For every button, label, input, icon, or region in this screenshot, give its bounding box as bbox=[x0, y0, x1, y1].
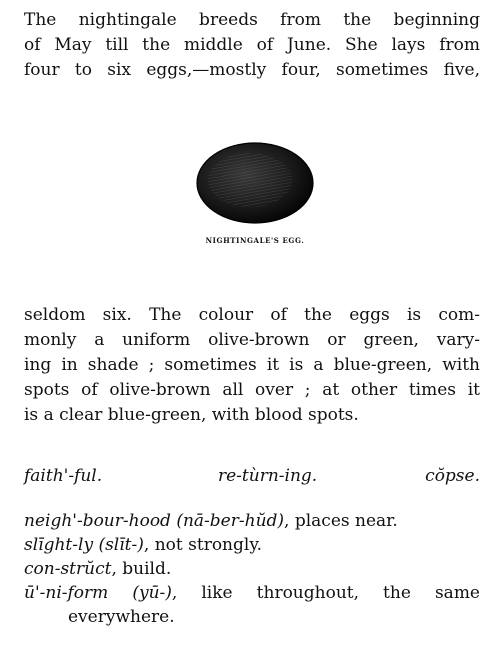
vocab-word: faith'-ful. bbox=[24, 466, 103, 486]
vocab-word: cŏpse. bbox=[425, 466, 480, 486]
definition-item bbox=[24, 557, 480, 581]
paragraph-nightingale-breeding bbox=[24, 8, 480, 83]
text-line: spots of olive-brown all over ; at other times it bbox=[24, 380, 480, 400]
definition-item bbox=[24, 509, 480, 533]
definition-term: neigh'-bour-hood bbox=[24, 511, 171, 531]
vocab-word: re-tùrn-ing. bbox=[218, 466, 318, 486]
definition-meaning: , not strongly. bbox=[143, 535, 263, 555]
egg-icon bbox=[190, 136, 320, 231]
definition-meaning: , like throughout, the same bbox=[171, 583, 480, 603]
definition-pronunciation: (nā-ber-hŭd) bbox=[176, 511, 285, 531]
definition-pronunciation: (slīt-) bbox=[98, 535, 144, 555]
definition-term: slīght-ly bbox=[24, 535, 94, 555]
nightingale-egg-illustration bbox=[190, 136, 320, 231]
text-line: is a clear blue-green, with blood spots. bbox=[24, 405, 359, 425]
figure-caption: NIGHTINGALE'S EGG. bbox=[205, 236, 305, 245]
definition-term: ū'-ni-form bbox=[24, 583, 109, 603]
definition-meaning: , places near. bbox=[284, 511, 398, 531]
definition-continuation: everywhere. bbox=[68, 607, 175, 627]
definition-item bbox=[24, 533, 480, 557]
paragraph-egg-colour bbox=[24, 303, 480, 428]
text-line: of May till the middle of June. She lays from bbox=[24, 35, 480, 55]
definition-line bbox=[24, 581, 480, 605]
text-line: monly a uniform olive-brown or green, vary- bbox=[24, 330, 480, 350]
text-line: four to six eggs,—mostly four, sometimes five, bbox=[24, 60, 480, 80]
definition-meaning: , build. bbox=[111, 559, 172, 579]
definition-list bbox=[24, 509, 480, 629]
definition-pronunciation: (yū-) bbox=[132, 583, 172, 603]
definition-item bbox=[24, 581, 480, 629]
text-line: seldom six. The colour of the eggs is com- bbox=[24, 305, 480, 325]
text-line: ing in shade ; sometimes it is a blue-green, with bbox=[24, 355, 480, 375]
text-line: The nightingale breeds from the beginning bbox=[24, 10, 480, 30]
definition-term: con-strŭct bbox=[24, 559, 112, 579]
vocabulary-words bbox=[24, 466, 480, 492]
